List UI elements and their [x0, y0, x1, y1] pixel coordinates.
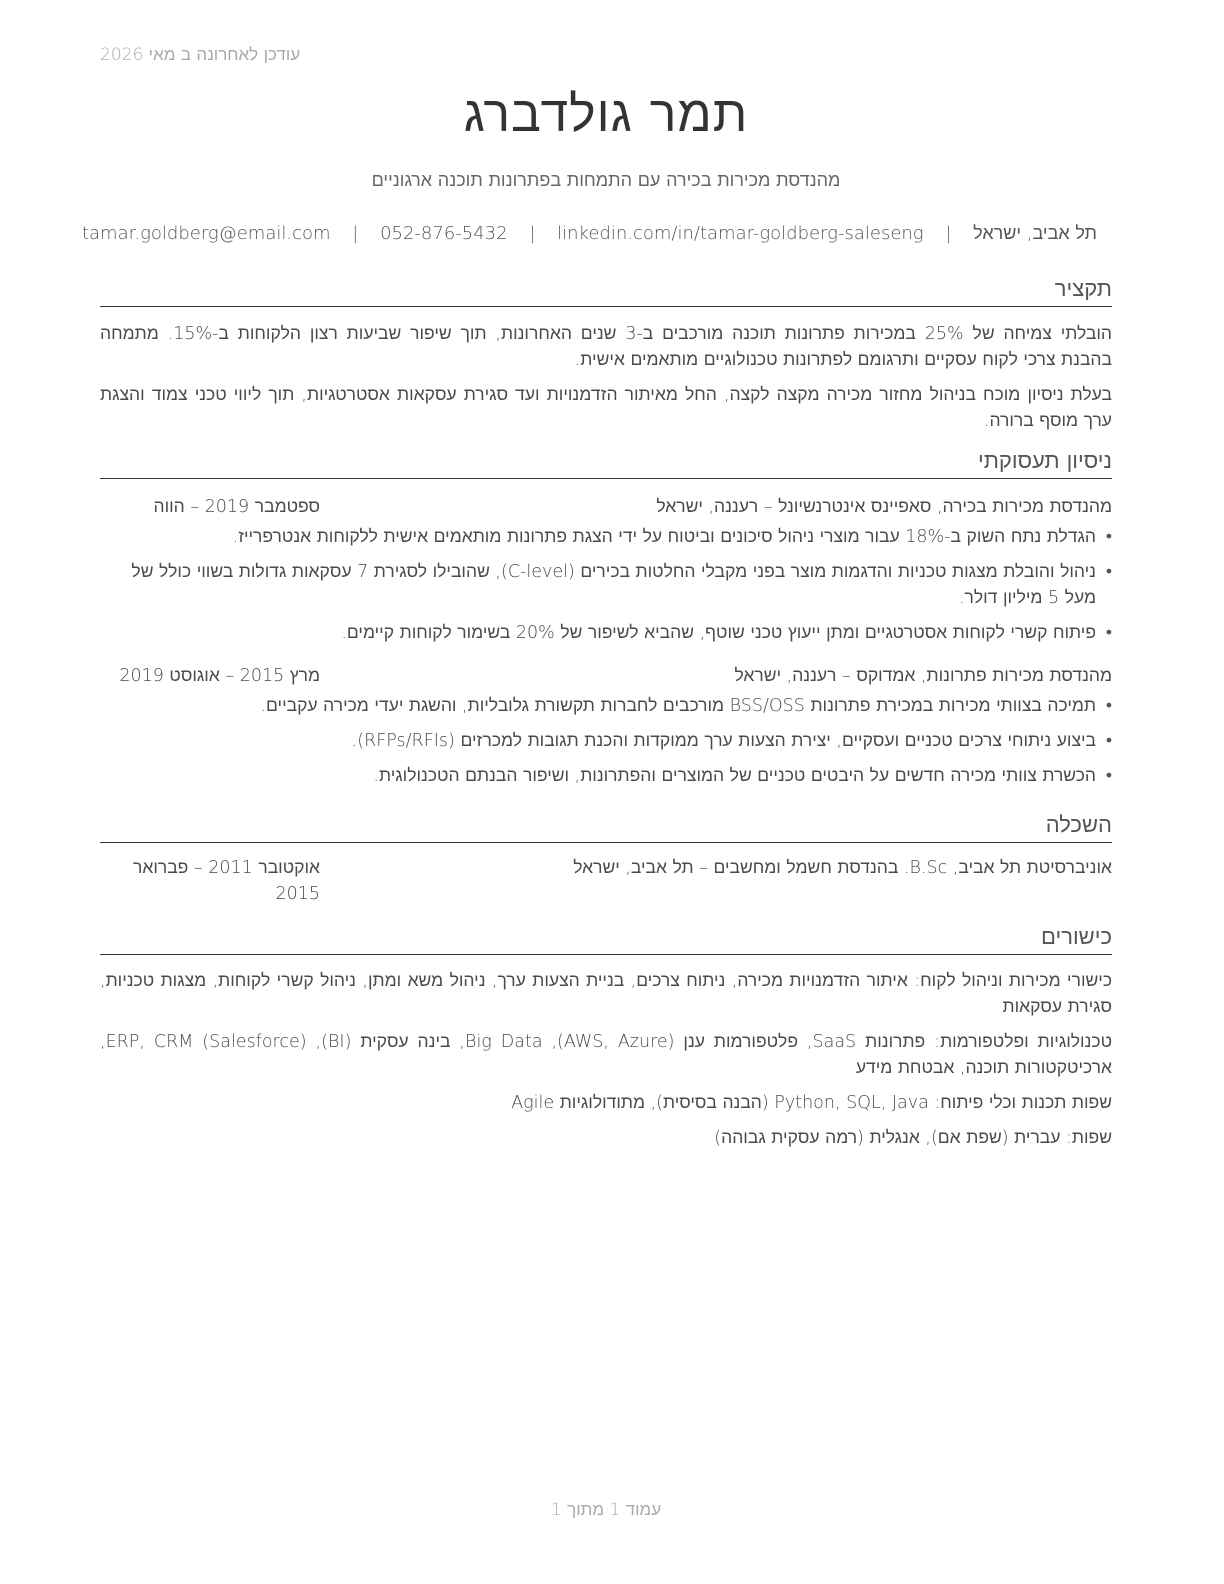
job-dates: מרץ 2015 – אוגוסט 2019 [119, 666, 320, 686]
job-bullet: • הגדלת נתח השוק ב-18% עבור מוצרי ניהול סיכונים וביטוח על ידי הצגת פתרונות מותאמים אישית ללקוחות אנטרפרייז. [100, 524, 1112, 550]
last-updated-note: עודכן לאחרונה ב מאי 2026 [100, 45, 301, 65]
contact-separator: | [529, 223, 536, 244]
education-entry [100, 855, 1112, 907]
resume-page [81, 0, 1113, 1584]
skills-title: כישורים [100, 924, 1112, 955]
contact-separator: | [945, 223, 952, 244]
skills-list [100, 968, 1112, 1151]
skill-line: טכנולוגיות ופלטפורמות: פתרונות SaaS, פלטפורמות ענן (AWS, Azure), Big Data, בינה עסקית (BI), ERP, CRM (Salesforce), ארכיטקטורות תוכנה, אבטחת מידע [100, 1032, 1112, 1078]
summary-paragraph: בעלת ניסיון מוכח בניהול מחזור מכירה מקצה לקצה, החל מאיתור הזדמנויות ועד סגירת עסקאות אסטרטגיות, תוך ליווי טכני צמוד והצגת ערך מוסף ברורה. [100, 385, 1112, 431]
candidate-name: תמר גולדברג [463, 85, 749, 143]
job-bullet: • ביצוע ניתוחי צרכים טכניים ועסקיים, יצירת הצעות ערך ממוקדות והכנת תגובות למכרזים (RFPs/RFIs). [100, 728, 1112, 754]
contact-location: תל אביב, ישראל [973, 223, 1097, 244]
job-bullet: • פיתוח קשרי לקוחות אסטרטגיים ומתן ייעוץ טכני שוטף, שהביא לשיפור של 20% בשימור לקוחות קיימים. [100, 620, 1112, 646]
job-role: מהנדסת מכירות בכירה, סאפיינס אינטרנשיונל – רעננה, ישראל [656, 497, 1112, 517]
experience-section [100, 448, 1112, 798]
summary-section [100, 276, 1112, 434]
candidate-subtitle: מהנדסת מכירות בכירה עם התמחות בפתרונות תוכנה ארגוניים [371, 170, 841, 191]
contact-email[interactable]: tamar.goldberg@email.com [81, 223, 331, 244]
education-degree: אוניברסיטת תל אביב, B.Sc. בהנדסת חשמל ומחשבים – תל אביב, ישראל [573, 858, 1112, 878]
summary-paragraph: הובלתי צמיחה של 25% במכירות פתרונות תוכנה מורכבים ב-3 שנים האחרונות, תוך שיפור שביעות רצון הלקוחות ב-15%. מתמחה בהבנת צרכי לקוח עסקיים ותרגומם לפתרונות טכנולוגיים מותאמים אישית. [100, 324, 1113, 370]
contact-line [81, 223, 1097, 244]
job-bullet: • הכשרת צוותי מכירה חדשים על היבטים טכניים של המוצרים והפתרונות, ושיפור הבנתם הטכנולוגית. [100, 763, 1112, 789]
experience-title: ניסיון תעסוקתי [100, 448, 1112, 479]
skill-line: כישורי מכירות וניהול לקוח: איתור הזדמנויות מכירה, ניתוח צרכים, בניית הצעות ערך, ניהול משא ומתן, ניהול קשרי לקוחות, מצגות טכניות, סגירת עסקאות [100, 971, 1112, 1017]
contact-separator: | [352, 223, 359, 244]
job-role: מהנדסת מכירות פתרונות, אמדוקס – רעננה, ישראל [734, 666, 1112, 686]
job-bullets [100, 693, 1112, 789]
job-bullet: • ניהול והובלת מצגות טכניות והדגמות מוצר בפני מקבלי החלטות בכירים (C-level), שהובילו לסגירת 7 עסקאות גדולות בשווי כולל של מעל 5 מיליון דולר. [100, 559, 1112, 611]
job-dates: ספטמבר 2019 – הווה [153, 497, 320, 517]
education-section [100, 812, 1112, 907]
skills-section [100, 924, 1112, 1160]
skill-line: שפות: עברית (שפת אם), אנגלית (רמה עסקית גבוהה) [714, 1128, 1112, 1148]
job-header [100, 663, 1112, 689]
contact-linkedin[interactable]: linkedin.com/in/tamar-goldberg-saleseng [557, 223, 924, 244]
summary-title: תקציר [100, 276, 1112, 307]
job-header [100, 494, 1112, 520]
education-dates: אוקטובר 2011 – פברואר 2015 [132, 858, 320, 904]
job-entry [100, 663, 1112, 789]
job-bullet: • תמיכה בצוותי מכירות במכירת פתרונות BSS/OSS מורכבים לחברות תקשורת גלובליות, והשגת יעדי מכירה עקביים. [100, 693, 1112, 719]
page-footer: עמוד 1 מתוך 1 [550, 1500, 662, 1520]
education-title: השכלה [100, 812, 1112, 843]
job-bullets [100, 524, 1112, 646]
job-entry [100, 494, 1112, 646]
skill-line: שפות תכנות וכלי פיתוח: Python, SQL, Java (הבנה בסיסית), מתודולוגיות Agile [511, 1093, 1112, 1113]
contact-phone: 052-876-5432 [380, 223, 508, 244]
